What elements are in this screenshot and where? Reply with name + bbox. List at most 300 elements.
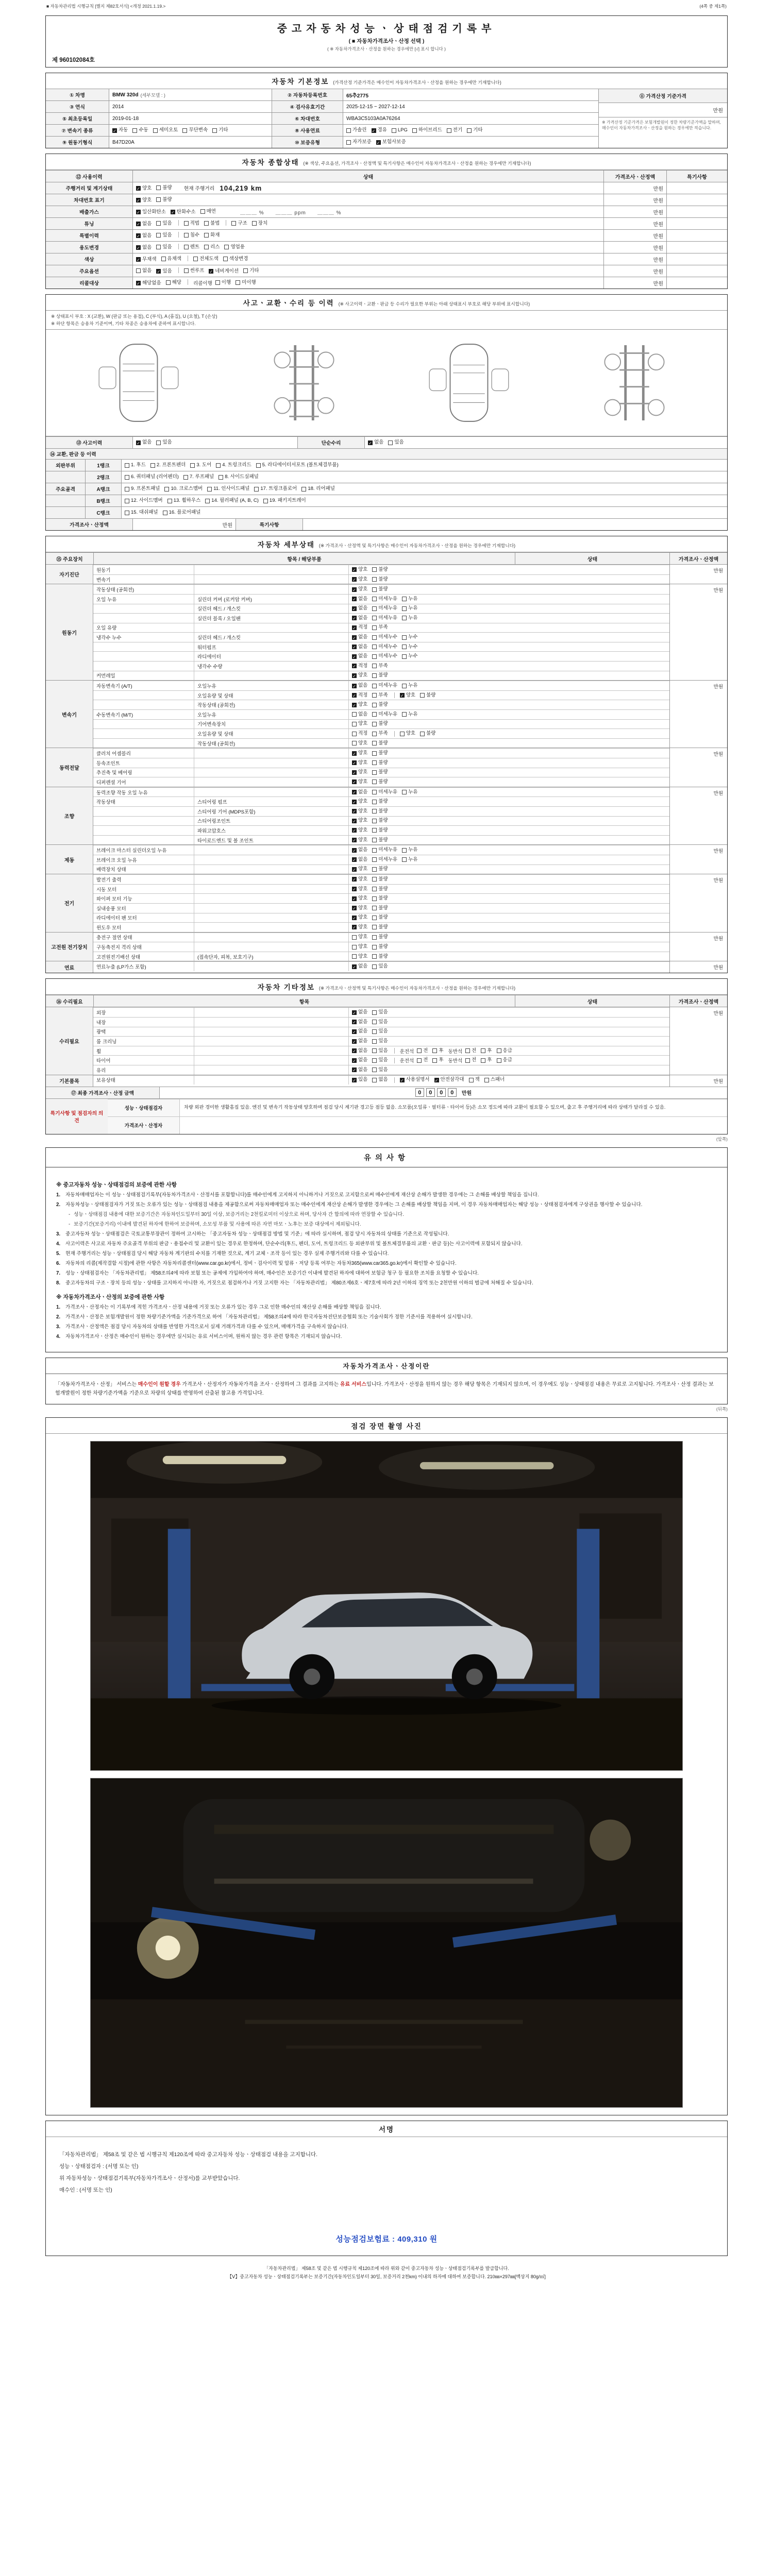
checkbox-icon[interactable] <box>204 245 209 249</box>
checkbox-option[interactable] <box>352 577 367 583</box>
checkbox-option[interactable] <box>200 209 216 215</box>
checkbox-option[interactable] <box>136 221 152 227</box>
checkbox-icon[interactable] <box>156 197 161 202</box>
checkbox-option[interactable] <box>352 721 367 727</box>
checkbox-icon[interactable] <box>432 1048 437 1053</box>
checkbox-option[interactable] <box>352 779 367 785</box>
checkbox-option[interactable] <box>402 857 417 863</box>
checkbox-icon[interactable]: ✓ <box>352 568 356 573</box>
checkbox-option[interactable] <box>167 498 201 504</box>
checkbox-option[interactable] <box>372 866 388 872</box>
checkbox-option[interactable] <box>372 127 387 133</box>
checkbox-icon[interactable] <box>132 128 137 133</box>
checkbox-option[interactable] <box>372 827 388 834</box>
checkbox-option[interactable] <box>156 232 172 239</box>
checkbox-option[interactable] <box>432 1057 443 1063</box>
checkbox-option[interactable] <box>376 139 406 145</box>
checkbox-option[interactable] <box>465 1048 476 1054</box>
checkbox-option[interactable] <box>372 605 397 612</box>
checkbox-icon[interactable] <box>125 475 129 480</box>
checkbox-option[interactable] <box>352 905 367 911</box>
checkbox-option[interactable] <box>352 827 367 834</box>
checkbox-icon[interactable] <box>216 463 221 468</box>
checkbox-icon[interactable]: ✓ <box>352 964 356 970</box>
checkbox-icon[interactable]: ✓ <box>352 654 356 659</box>
checkbox-option[interactable] <box>301 486 335 492</box>
checkbox-icon[interactable] <box>372 896 377 901</box>
checkbox-icon[interactable] <box>150 463 155 468</box>
checkbox-option[interactable] <box>372 1048 388 1054</box>
checkbox-option[interactable] <box>352 1057 367 1063</box>
checkbox-icon[interactable]: ✓ <box>352 800 356 805</box>
checkbox-option[interactable] <box>372 954 388 960</box>
checkbox-option[interactable] <box>352 760 367 766</box>
checkbox-option[interactable] <box>469 1077 480 1083</box>
checkbox-icon[interactable]: ✓ <box>352 635 356 640</box>
checkbox-option[interactable] <box>372 634 397 640</box>
checkbox-icon[interactable] <box>372 1067 377 1072</box>
checkbox-icon[interactable] <box>372 703 377 707</box>
checkbox-icon[interactable] <box>183 475 188 480</box>
checkbox-icon[interactable]: ✓ <box>352 896 356 902</box>
checkbox-option[interactable] <box>372 769 388 775</box>
checkbox-option[interactable] <box>125 474 179 480</box>
checkbox-option[interactable] <box>352 634 367 640</box>
checkbox-option[interactable] <box>125 462 146 468</box>
checkbox-option[interactable] <box>402 605 417 612</box>
checkbox-icon[interactable]: ✓ <box>137 222 140 227</box>
checkbox-option[interactable] <box>352 789 367 795</box>
checkbox-option[interactable] <box>346 127 367 133</box>
checkbox-icon[interactable] <box>432 1058 437 1063</box>
checkbox-icon[interactable] <box>469 1078 474 1082</box>
checkbox-icon[interactable] <box>346 140 351 145</box>
checkbox-option[interactable] <box>352 615 367 621</box>
checkbox-icon[interactable]: ✓ <box>434 1078 439 1083</box>
checkbox-icon[interactable] <box>372 954 377 959</box>
checkbox-icon[interactable] <box>372 867 377 872</box>
checkbox-icon[interactable] <box>223 257 228 261</box>
checkbox-option[interactable] <box>352 1048 367 1054</box>
checkbox-icon[interactable] <box>372 887 377 891</box>
checkbox-icon[interactable] <box>372 770 377 775</box>
checkbox-option[interactable] <box>352 944 367 950</box>
checkbox-option[interactable] <box>352 653 367 659</box>
checkbox-icon[interactable] <box>156 185 161 190</box>
checkbox-icon[interactable]: ✓ <box>376 140 380 145</box>
checkbox-icon[interactable] <box>372 779 377 784</box>
checkbox-option[interactable] <box>447 127 462 133</box>
checkbox-option[interactable] <box>153 127 178 133</box>
checkbox-icon[interactable] <box>481 1048 485 1053</box>
checkbox-option[interactable] <box>161 256 182 262</box>
checkbox-icon[interactable]: ✓ <box>352 703 356 708</box>
checkbox-option[interactable] <box>150 462 186 468</box>
checkbox-option[interactable] <box>372 857 397 863</box>
checkbox-option[interactable] <box>372 799 388 805</box>
checkbox-icon[interactable] <box>372 1048 377 1053</box>
checkbox-option[interactable] <box>136 245 152 251</box>
checkbox-option[interactable] <box>352 847 367 853</box>
checkbox-icon[interactable]: ✓ <box>352 1020 356 1025</box>
checkbox-option[interactable] <box>372 683 397 689</box>
checkbox-icon[interactable] <box>372 925 377 929</box>
checkbox-option[interactable] <box>372 663 388 669</box>
checkbox-icon[interactable]: ✓ <box>137 440 140 446</box>
checkbox-icon[interactable] <box>205 499 210 503</box>
checkbox-option[interactable] <box>417 1057 428 1063</box>
checkbox-option[interactable] <box>372 1057 388 1063</box>
checkbox-option[interactable] <box>372 692 388 699</box>
checkbox-icon[interactable] <box>200 209 205 214</box>
checkbox-icon[interactable] <box>372 577 377 582</box>
checkbox-icon[interactable]: ✓ <box>352 916 356 921</box>
checkbox-option[interactable] <box>136 439 152 446</box>
signature-line[interactable]: 성능ㆍ상태점검자 : (서명 또는 인) <box>59 2163 139 2170</box>
checkbox-option[interactable] <box>352 1067 367 1073</box>
checkbox-option[interactable] <box>352 837 367 843</box>
checkbox-option[interactable] <box>352 895 367 902</box>
checkbox-icon[interactable] <box>207 487 212 492</box>
checkbox-icon[interactable] <box>417 1058 422 1063</box>
checkbox-icon[interactable] <box>372 673 377 678</box>
checkbox-icon[interactable]: ✓ <box>352 645 356 650</box>
checkbox-icon[interactable] <box>372 587 377 592</box>
checkbox-icon[interactable]: ✓ <box>352 809 356 815</box>
checkbox-icon[interactable] <box>372 1078 377 1082</box>
checkbox-icon[interactable] <box>497 1058 501 1063</box>
checkbox-option[interactable] <box>190 462 211 468</box>
checkbox-option[interactable] <box>352 644 367 650</box>
checkbox-option[interactable] <box>372 624 388 631</box>
checkbox-option[interactable] <box>223 256 248 262</box>
checkbox-icon[interactable]: ✓ <box>352 838 356 843</box>
checkbox-icon[interactable] <box>402 597 407 601</box>
checkbox-option[interactable] <box>352 954 367 960</box>
checkbox-option[interactable] <box>205 498 259 504</box>
checkbox-option[interactable] <box>215 280 231 286</box>
checkbox-option[interactable] <box>372 963 388 970</box>
checkbox-icon[interactable]: ✓ <box>368 440 372 446</box>
checkbox-option[interactable] <box>372 808 388 815</box>
checkbox-icon[interactable] <box>372 597 377 601</box>
checkbox-option[interactable] <box>400 1077 430 1083</box>
checkbox-option[interactable] <box>136 185 152 192</box>
checkbox-option[interactable] <box>484 1077 505 1083</box>
checkbox-icon[interactable]: ✓ <box>352 828 356 834</box>
checkbox-option[interactable] <box>368 439 383 446</box>
checkbox-icon[interactable] <box>161 257 166 261</box>
checkbox-option[interactable] <box>156 244 172 250</box>
checkbox-option[interactable] <box>136 209 166 215</box>
checkbox-option[interactable] <box>136 233 152 239</box>
checkbox-icon[interactable] <box>412 128 417 133</box>
checkbox-option[interactable] <box>372 672 388 679</box>
checkbox-option[interactable] <box>372 837 388 843</box>
checkbox-icon[interactable] <box>372 712 377 717</box>
checkbox-option[interactable] <box>497 1048 512 1054</box>
checkbox-option[interactable] <box>402 711 417 718</box>
checkbox-option[interactable] <box>372 1067 388 1073</box>
checkbox-option[interactable] <box>171 209 196 215</box>
checkbox-icon[interactable] <box>372 760 377 765</box>
checkbox-option[interactable] <box>372 876 388 883</box>
checkbox-icon[interactable] <box>182 128 187 133</box>
checkbox-option[interactable] <box>402 634 417 640</box>
checkbox-option[interactable] <box>372 847 397 853</box>
checkbox-icon[interactable] <box>372 1029 377 1034</box>
checkbox-icon[interactable]: ✓ <box>352 1010 356 1015</box>
checkbox-icon[interactable]: ✓ <box>352 761 356 766</box>
checkbox-icon[interactable] <box>352 935 357 940</box>
checkbox-option[interactable] <box>402 653 417 659</box>
checkbox-option[interactable] <box>352 876 367 883</box>
checkbox-option[interactable] <box>402 644 417 650</box>
checkbox-option[interactable] <box>352 683 367 689</box>
checkbox-option[interactable] <box>372 596 397 602</box>
checkbox-icon[interactable] <box>417 1048 422 1053</box>
checkbox-option[interactable] <box>184 268 205 274</box>
checkbox-option[interactable] <box>352 692 367 699</box>
checkbox-icon[interactable]: ✓ <box>352 1039 356 1044</box>
checkbox-option[interactable] <box>207 486 249 492</box>
checkbox-icon[interactable] <box>372 741 377 745</box>
checkbox-icon[interactable] <box>156 233 161 238</box>
checkbox-icon[interactable] <box>212 128 217 133</box>
checkbox-option[interactable] <box>125 486 160 492</box>
checkbox-icon[interactable] <box>193 257 198 261</box>
checkbox-option[interactable] <box>136 197 152 204</box>
checkbox-option[interactable] <box>184 244 199 250</box>
checkbox-option[interactable] <box>352 857 367 863</box>
checkbox-option[interactable] <box>125 498 163 504</box>
checkbox-option[interactable] <box>352 663 367 669</box>
checkbox-option[interactable] <box>352 672 367 679</box>
checkbox-icon[interactable]: ✓ <box>352 673 356 679</box>
checkbox-option[interactable] <box>388 439 404 446</box>
checkbox-icon[interactable]: ✓ <box>209 269 213 274</box>
checkbox-option[interactable] <box>156 185 172 191</box>
checkbox-icon[interactable] <box>392 128 396 133</box>
checkbox-icon[interactable]: ✓ <box>352 616 356 621</box>
checkbox-icon[interactable] <box>388 440 393 445</box>
checkbox-option[interactable] <box>372 934 388 940</box>
checkbox-option[interactable] <box>352 866 367 872</box>
checkbox-option[interactable] <box>183 474 214 480</box>
checkbox-option[interactable] <box>163 510 201 516</box>
checkbox-option[interactable] <box>467 127 482 133</box>
checkbox-option[interactable] <box>400 731 415 737</box>
checkbox-icon[interactable] <box>346 128 351 133</box>
checkbox-option[interactable] <box>372 1077 388 1083</box>
checkbox-icon[interactable]: ✓ <box>400 1078 404 1083</box>
checkbox-icon[interactable] <box>224 245 229 249</box>
checkbox-option[interactable] <box>352 1019 367 1025</box>
checkbox-icon[interactable] <box>372 654 377 659</box>
checkbox-icon[interactable] <box>184 268 189 273</box>
checkbox-option[interactable] <box>412 127 442 133</box>
checkbox-icon[interactable] <box>420 693 425 698</box>
checkbox-option[interactable] <box>402 683 417 689</box>
checkbox-icon[interactable]: ✓ <box>171 210 175 215</box>
checkbox-option[interactable] <box>372 924 388 930</box>
checkbox-icon[interactable]: ✓ <box>137 234 140 239</box>
checkbox-icon[interactable]: ✓ <box>137 187 140 191</box>
checkbox-option[interactable] <box>132 127 148 133</box>
checkbox-option[interactable] <box>392 127 408 133</box>
checkbox-icon[interactable] <box>153 128 158 133</box>
checkbox-icon[interactable] <box>481 1058 485 1063</box>
checkbox-icon[interactable]: ✓ <box>352 578 356 583</box>
signature-line[interactable]: 위 자동차성능ㆍ상태점검기록부(자동차가격조사ㆍ산정서)를 교부받았습니다. <box>59 2175 240 2182</box>
checkbox-icon[interactable] <box>156 245 161 249</box>
checkbox-option[interactable] <box>372 567 388 573</box>
checkbox-icon[interactable]: ✓ <box>352 606 356 612</box>
checkbox-option[interactable] <box>372 1009 388 1015</box>
checkbox-icon[interactable] <box>204 221 209 226</box>
checkbox-option[interactable] <box>136 280 161 286</box>
checkbox-option[interactable] <box>252 221 267 227</box>
checkbox-option[interactable] <box>219 474 259 480</box>
checkbox-icon[interactable] <box>164 487 169 492</box>
checkbox-icon[interactable] <box>125 487 129 492</box>
checkbox-option[interactable] <box>352 740 367 747</box>
checkbox-option[interactable] <box>243 268 259 274</box>
checkbox-icon[interactable] <box>372 693 377 698</box>
checkbox-icon[interactable] <box>163 511 167 515</box>
checkbox-option[interactable] <box>372 711 397 718</box>
checkbox-icon[interactable] <box>447 128 451 133</box>
checkbox-icon[interactable] <box>372 838 377 842</box>
checkbox-icon[interactable] <box>402 606 407 611</box>
checkbox-option[interactable] <box>372 789 397 795</box>
checkbox-option[interactable] <box>204 221 220 227</box>
checkbox-icon[interactable] <box>372 800 377 804</box>
checkbox-icon[interactable] <box>125 499 129 503</box>
checkbox-icon[interactable] <box>484 1078 489 1082</box>
checkbox-option[interactable] <box>372 653 397 659</box>
checkbox-option[interactable] <box>481 1057 492 1063</box>
checkbox-option[interactable] <box>224 244 245 250</box>
checkbox-option[interactable] <box>216 462 251 468</box>
checkbox-icon[interactable] <box>372 790 377 794</box>
checkbox-option[interactable] <box>372 586 388 592</box>
checkbox-icon[interactable] <box>372 751 377 756</box>
checkbox-icon[interactable] <box>372 625 377 630</box>
checkbox-option[interactable] <box>184 221 199 227</box>
checkbox-icon[interactable]: ✓ <box>352 877 356 883</box>
checkbox-icon[interactable]: ✓ <box>137 258 140 262</box>
checkbox-icon[interactable] <box>372 732 377 736</box>
checkbox-icon[interactable] <box>215 280 220 285</box>
checkbox-icon[interactable]: ✓ <box>352 597 356 602</box>
checkbox-option[interactable] <box>372 644 397 650</box>
checkbox-icon[interactable] <box>372 877 377 882</box>
checkbox-icon[interactable]: ✓ <box>352 1078 356 1083</box>
checkbox-option[interactable] <box>212 127 228 133</box>
checkbox-icon[interactable]: ✓ <box>157 269 161 274</box>
checkbox-icon[interactable] <box>467 128 472 133</box>
checkbox-option[interactable] <box>372 779 388 785</box>
checkbox-option[interactable] <box>346 139 372 145</box>
checkbox-option[interactable] <box>372 577 388 583</box>
checkbox-option[interactable] <box>400 692 415 699</box>
checkbox-option[interactable] <box>263 498 306 504</box>
checkbox-option[interactable] <box>372 615 397 621</box>
checkbox-icon[interactable] <box>254 487 259 492</box>
checkbox-icon[interactable] <box>204 233 209 238</box>
checkbox-icon[interactable] <box>372 819 377 823</box>
checkbox-icon[interactable]: ✓ <box>352 819 356 824</box>
checkbox-icon[interactable] <box>352 741 357 745</box>
checkbox-option[interactable] <box>352 924 367 930</box>
checkbox-option[interactable] <box>352 605 367 612</box>
checkbox-icon[interactable]: ✓ <box>352 625 356 631</box>
checkbox-option[interactable] <box>420 692 435 699</box>
checkbox-icon[interactable] <box>352 722 357 726</box>
checkbox-icon[interactable] <box>372 1058 377 1063</box>
checkbox-option[interactable] <box>497 1057 512 1063</box>
checkbox-option[interactable] <box>352 1038 367 1044</box>
checkbox-icon[interactable]: ✓ <box>352 684 356 689</box>
checkbox-option[interactable] <box>182 127 208 133</box>
checkbox-option[interactable] <box>352 567 367 573</box>
checkbox-icon[interactable] <box>372 606 377 611</box>
checkbox-icon[interactable] <box>184 233 189 238</box>
checkbox-icon[interactable] <box>420 732 425 736</box>
checkbox-option[interactable] <box>372 750 388 756</box>
checkbox-icon[interactable] <box>352 732 357 736</box>
checkbox-icon[interactable] <box>372 635 377 640</box>
checkbox-option[interactable] <box>465 1057 476 1063</box>
checkbox-icon[interactable] <box>497 1048 501 1053</box>
checkbox-option[interactable] <box>402 596 417 602</box>
checkbox-option[interactable] <box>372 740 388 747</box>
checkbox-option[interactable] <box>372 905 388 911</box>
checkbox-option[interactable] <box>402 615 417 621</box>
checkbox-icon[interactable] <box>402 684 407 688</box>
checkbox-option[interactable] <box>372 944 388 950</box>
checkbox-icon[interactable] <box>372 684 377 688</box>
checkbox-icon[interactable]: ✓ <box>137 281 140 286</box>
checkbox-icon[interactable] <box>402 616 407 620</box>
checkbox-icon[interactable]: ✓ <box>352 1058 356 1063</box>
checkbox-icon[interactable]: ✓ <box>137 210 140 215</box>
checkbox-icon[interactable]: ✓ <box>352 790 356 795</box>
checkbox-option[interactable] <box>420 731 435 737</box>
checkbox-option[interactable] <box>352 731 367 737</box>
checkbox-option[interactable] <box>352 586 367 592</box>
checkbox-icon[interactable] <box>352 954 357 959</box>
checkbox-option[interactable] <box>352 596 367 602</box>
checkbox-icon[interactable] <box>372 935 377 940</box>
checkbox-icon[interactable] <box>243 268 248 273</box>
checkbox-icon[interactable] <box>372 1039 377 1044</box>
checkbox-icon[interactable] <box>167 499 172 503</box>
checkbox-option[interactable] <box>417 1048 428 1054</box>
checkbox-icon[interactable]: ✓ <box>352 887 356 892</box>
checkbox-icon[interactable] <box>352 945 357 950</box>
checkbox-option[interactable] <box>125 510 158 516</box>
checkbox-icon[interactable] <box>402 712 407 717</box>
checkbox-icon[interactable] <box>402 790 407 794</box>
checkbox-option[interactable] <box>372 1019 388 1025</box>
checkbox-icon[interactable] <box>372 1010 377 1015</box>
checkbox-option[interactable] <box>156 268 172 275</box>
checkbox-icon[interactable] <box>372 828 377 833</box>
checkbox-option[interactable] <box>136 268 152 274</box>
checkbox-icon[interactable]: ✓ <box>352 867 356 872</box>
